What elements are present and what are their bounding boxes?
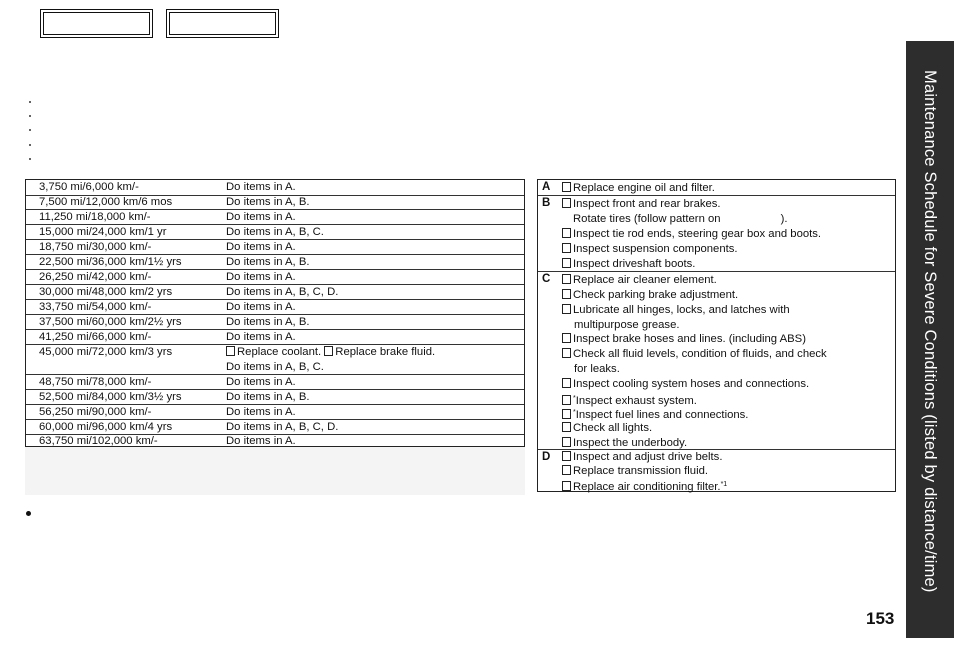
table-row	[26, 255, 524, 270]
key-item: Rotate tires (follow pattern on	[573, 213, 721, 225]
key-group-a	[538, 180, 895, 196]
key-item: Replace air conditioning filter.	[573, 481, 721, 493]
row-distance: 22,500 mi/36,000 km/1½ yrs	[39, 256, 182, 268]
row-items: Do items in A.	[226, 241, 296, 253]
key-item: Inspect tie rod ends, steering gear box and boots.	[573, 228, 822, 240]
table-row	[26, 405, 524, 420]
row-items: Replace brake fluid.	[335, 346, 436, 358]
key-item: ).	[780, 213, 788, 225]
row-distance: 18,750 mi/30,000 km/-	[39, 241, 152, 253]
key-letter: A	[542, 181, 551, 193]
checkbox-icon	[562, 333, 571, 343]
header-box-left	[40, 9, 153, 38]
key-item: Inspect brake hoses and lines. (including ABS)	[573, 333, 806, 345]
key-item: Inspect and adjust drive belts.	[573, 451, 723, 463]
key-letter: C	[542, 273, 551, 285]
checkbox-icon	[562, 465, 571, 475]
row-items: Do items in A, B.	[226, 316, 310, 328]
bullet-dot	[29, 129, 31, 131]
key-item: Inspect the underbody.	[573, 437, 688, 449]
row-distance: 7,500 mi/12,000 km/6 mos	[39, 196, 173, 208]
key-item: Check all lights.	[573, 422, 653, 434]
key-item: Inspect cooling system hoses and connections.	[573, 378, 810, 390]
row-items: Do items in A.	[226, 181, 296, 193]
table-row	[26, 300, 524, 315]
bullet-dot	[29, 158, 31, 160]
row-items: Do items in A, B, C, D.	[226, 286, 339, 298]
checkbox-icon	[562, 182, 571, 192]
table-row	[26, 210, 524, 225]
key-letter: B	[542, 197, 551, 209]
row-items: Do items in A.	[226, 435, 296, 447]
row-items: Do items in A.	[226, 406, 296, 418]
row-items: Do items in A.	[226, 301, 296, 313]
bullet-dot-large	[26, 511, 31, 516]
bullet-dot	[29, 115, 31, 117]
row-items: Do items in A, B, C.	[226, 226, 324, 238]
checkbox-icon	[562, 409, 571, 419]
maintenance-key-table	[537, 179, 896, 492]
row-distance: 11,250 mi/18,000 km/-	[39, 211, 151, 223]
row-distance: 33,750 mi/54,000 km/-	[39, 301, 152, 313]
table-row	[26, 225, 524, 240]
row-distance: 26,250 mi/42,000 km/-	[39, 271, 152, 283]
checkbox-icon	[562, 258, 571, 268]
table-row	[26, 240, 524, 255]
checkbox-icon	[562, 348, 571, 358]
key-item: Replace engine oil and filter.	[573, 182, 715, 194]
bullet-dot	[29, 101, 31, 103]
header-box-right	[166, 9, 279, 38]
table-row	[26, 434, 524, 448]
row-items: Replace coolant.	[237, 346, 322, 358]
table-row	[26, 180, 524, 196]
key-item: Check all fluid levels, condition of fluids, and check	[573, 348, 827, 360]
key-letter: D	[542, 451, 551, 463]
checkbox-icon	[562, 304, 571, 314]
key-item: Inspect suspension components.	[573, 243, 738, 255]
table-row	[26, 420, 524, 435]
row-distance: 45,000 mi/72,000 km/3 yrs	[39, 346, 173, 358]
row-items: Do items in A.	[226, 376, 296, 388]
page-number: 153	[866, 609, 895, 628]
table-row	[26, 345, 524, 375]
row-distance: 60,000 mi/96,000 km/4 yrs	[39, 421, 173, 433]
footnote-mark: *1	[720, 481, 728, 488]
row-distance: 52,500 mi/84,000 km/3½ yrs	[39, 391, 182, 403]
row-distance: 30,000 mi/48,000 km/2 yrs	[39, 286, 173, 298]
checkbox-icon	[562, 481, 571, 491]
key-item: Inspect driveshaft boots.	[573, 258, 696, 270]
asterisk-mark: *	[573, 395, 576, 402]
checkbox-icon	[226, 346, 235, 356]
checkbox-icon	[562, 395, 571, 405]
asterisk-mark: *	[573, 409, 576, 416]
table-row	[26, 285, 524, 300]
key-item: Inspect front and rear brakes.	[573, 198, 721, 210]
row-distance: 3,750 mi/6,000 km/-	[39, 181, 139, 193]
row-items: Do items in A, B, C, D.	[226, 421, 339, 433]
row-distance: 56,250 mi/90,000 km/-	[39, 406, 152, 418]
table-row	[26, 330, 524, 345]
checkbox-icon	[562, 289, 571, 299]
checkbox-icon	[562, 437, 571, 447]
table-row	[26, 390, 524, 405]
schedule-table	[25, 179, 525, 495]
checkbox-icon	[562, 274, 571, 284]
row-items: Do items in A.	[226, 211, 296, 223]
checkbox-icon	[562, 378, 571, 388]
row-items: Do items in A.	[226, 271, 296, 283]
table-row	[26, 195, 524, 210]
row-items: Do items in A, B.	[226, 196, 310, 208]
row-distance: 63,750 mi/102,000 km/-	[39, 435, 158, 447]
key-item: multipurpose grease.	[574, 319, 680, 331]
row-distance: 41,250 mi/66,000 km/-	[39, 331, 152, 343]
key-group-c	[538, 272, 895, 450]
row-distance: 15,000 mi/24,000 km/1 yr	[39, 226, 167, 238]
row-distance: 48,750 mi/78,000 km/-	[39, 376, 152, 388]
checkbox-icon	[562, 228, 571, 238]
key-item: Check parking brake adjustment.	[573, 289, 739, 301]
checkbox-icon	[562, 422, 571, 432]
key-item: Inspect fuel lines and connections.	[575, 409, 749, 421]
bullet-dot	[29, 144, 31, 146]
key-item: Replace air cleaner element.	[573, 274, 717, 286]
key-group-d	[538, 450, 895, 491]
key-group-b	[538, 196, 895, 272]
key-item: Replace transmission fluid.	[573, 465, 708, 477]
checkbox-icon	[562, 451, 571, 461]
row-items: Do items in A.	[226, 331, 296, 343]
row-distance: 37,500 mi/60,000 km/2½ yrs	[39, 316, 182, 328]
table-row	[26, 270, 524, 285]
row-items: Do items in A, B.	[226, 256, 310, 268]
table-row	[26, 375, 524, 390]
checkbox-icon	[562, 243, 571, 253]
key-item: for leaks.	[574, 363, 620, 375]
row-items: Do items in A, B.	[226, 391, 310, 403]
checkbox-icon	[324, 346, 333, 356]
checkbox-icon	[562, 213, 571, 223]
key-item: Inspect exhaust system.	[575, 395, 697, 407]
table-row	[26, 315, 524, 330]
row-items: Do items in A, B, C.	[226, 360, 324, 373]
checkbox-icon	[562, 198, 571, 208]
key-item: Lubricate all hinges, locks, and latches with	[573, 304, 790, 316]
